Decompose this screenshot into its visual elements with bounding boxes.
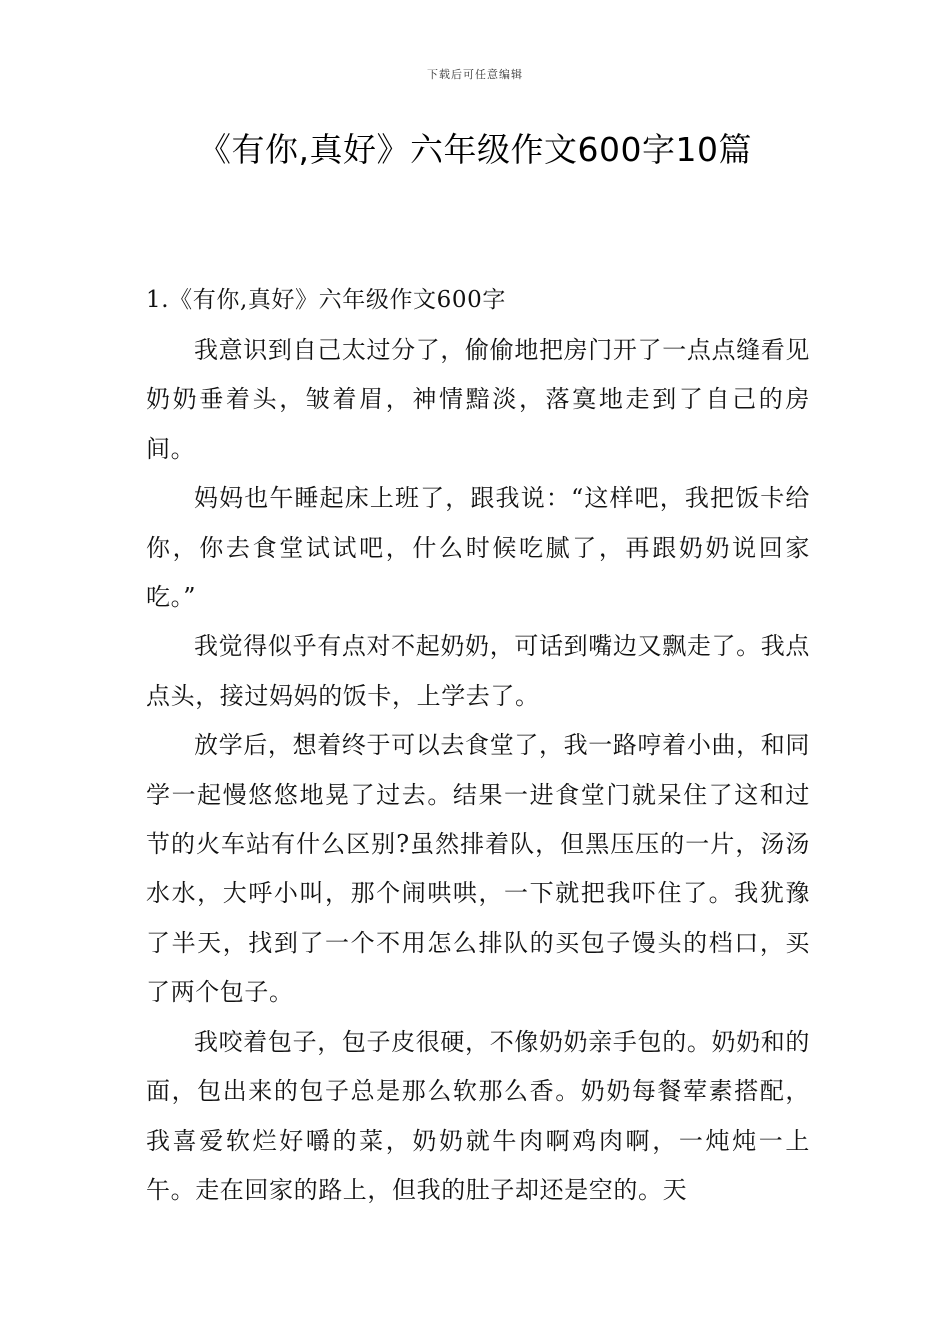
paragraph-1: 我意识到自己太过分了，偷偷地把房门开了一点点缝看见奶奶垂着头，皱着眉，神情黯淡，落寞地走到了自己的房间。 <box>146 336 810 463</box>
paragraph-2: 妈妈也午睡起床上班了，跟我说：“这样吧，我把饭卡给你，你去食堂试试吧，什么时候吃腻了，再跟奶奶说回家吃。” <box>146 484 810 612</box>
paragraph-3: 我觉得似乎有点对不起奶奶，可话到嘴边又飘走了。我点点头，接过妈妈的饭卡，上学去了。 <box>146 632 810 710</box>
section-heading: 1.《有你,真好》六年级作文600字 <box>146 287 506 313</box>
document-title: 《有你,真好》六年级作文600字10篇 <box>198 130 752 169</box>
paragraph-5: 我咬着包子，包子皮很硬，不像奶奶亲手包的。奶奶和的面，包出来的包子总是那么软那么香。奶奶每餐荤素搭配，我喜爱软烂好嚼的菜，奶奶就牛肉啊鸡肉啊，一炖炖一上午。走在回家的路上，但我的肚子却还是空的。天 <box>146 1027 810 1204</box>
header-note: 下载后可任意编辑 <box>427 68 523 81</box>
paragraph-4: 放学后，想着终于可以去食堂了，我一路哼着小曲，和同学一起慢悠悠地晃了过去。结果一进食堂门就呆住了这和过节的火车站有什么区别?虽然排着队，但黑压压的一片，汤汤水水，大呼小叫，那个闹哄哄，一下就把我吓住了。我犹豫了半天，找到了一个不用怎么排队的买包子馒头的档口，买了两个包子。 <box>146 731 810 1007</box>
document-body <box>146 280 810 1215</box>
